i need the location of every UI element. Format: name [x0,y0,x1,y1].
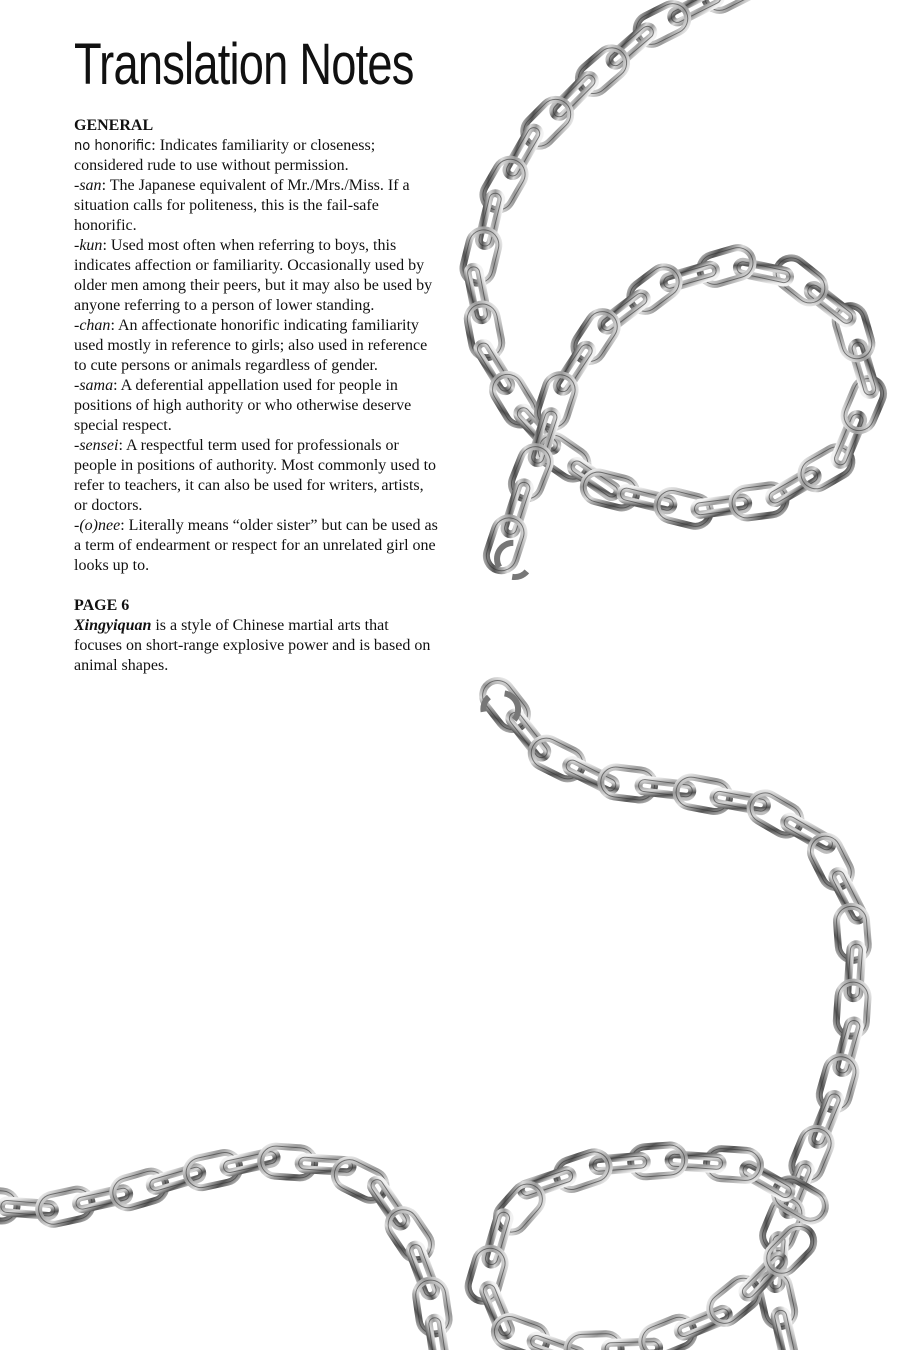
chain-link [810,1092,842,1146]
note-sama [74,376,440,436]
term-chan: -chan [74,317,111,334]
page-title: Translation Notes [74,32,414,97]
definition-sensei: : A respectful term used for professionals or people in positions of authority. Most commonly used to refer to teachers, it can also be used for writers, artists, or doctors. [74,437,437,514]
term-xingyiquan: Xingyiquan [74,617,152,634]
term-sama: -sama [74,377,114,394]
note-onee [74,516,440,576]
section-page-6 [74,596,440,676]
note-chan [74,316,440,376]
note-xingyiquan [74,616,440,676]
term-san: -san [74,177,102,194]
chain-link [564,758,618,793]
definition-sama: : A deferential appellation used for people in positions of high authority or who otherwise deserve special respect. [74,377,412,434]
definition-chan: : An affectionate honorific indicating familiarity used mostly in reference to girls; also used in reference to cute persons or animals regardless of gender. [74,317,428,374]
chain-link [833,412,865,466]
chain-link [487,369,541,431]
definition-kun: : Used most often when referring to boys, this indicates affection or familiarity. Occasionally used by older men among their peers, but it may also be used by anyone referring to a person of lower standing. [74,237,433,314]
definition-onee: : Literally means “older sister” but can be used as a term of endearment or respect for an unrelated girl one looks up to. [74,517,438,574]
definition-no-honorific: : Indicates familiarity or closeness; considered rude to use without permission. [74,137,376,174]
term-no-honorific: no honorific [74,138,152,154]
definition-xingyiquan: is a style of Chinese martial arts that focuses on short-range explosive power and is based on animal shapes. [74,617,431,674]
note-san [74,176,440,236]
term-kun: -kun [74,237,103,254]
term-onee: -(o)nee [74,517,121,534]
section-heading-general: GENERAL [74,117,154,134]
section-general [74,116,440,576]
section-heading-page-6: PAGE 6 [74,597,130,614]
section-spacer [74,576,440,596]
translation-notes [74,32,440,676]
note-kun [74,236,440,316]
definition-san: : The Japanese equivalent of Mr./Mrs./Miss. If a situation calls for politeness, this is the fail-safe honorific. [74,177,410,234]
note-no-honorific [74,136,440,176]
note-sensei [74,436,440,516]
term-sensei: -sensei [74,437,119,454]
